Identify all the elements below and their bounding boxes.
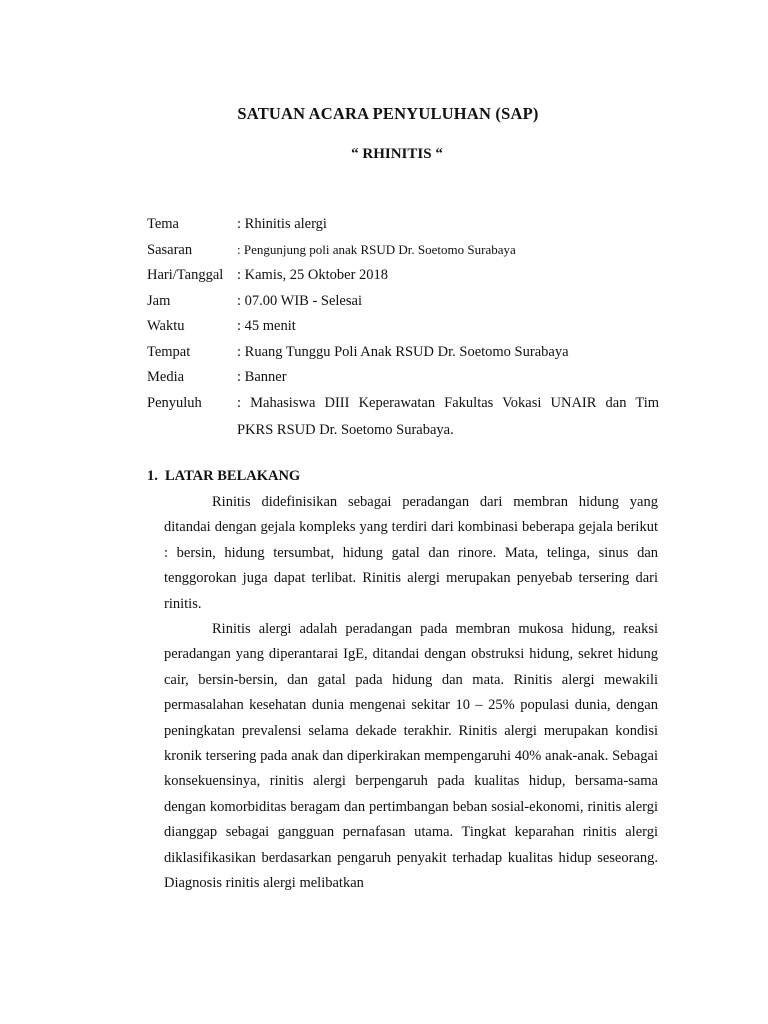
info-label: Tema [147,216,179,232]
info-value: : 07.00 WIB - Selesai [237,292,362,309]
info-row-jam [147,291,659,317]
info-value: : 45 menit [237,318,296,334]
info-row-sasaran [147,240,659,266]
info-value: : Ruang Tunggu Poli Anak RSUD Dr. Soetomo Surabaya [237,343,569,360]
info-label: Media [147,369,185,385]
info-label: Tempat [147,343,191,360]
info-row-hari-tanggal [147,265,659,291]
document-subtitle: “ RHINITIS “ [351,146,443,162]
info-table [147,214,659,438]
section-number: 1. [147,468,158,484]
info-row-tempat [147,342,659,368]
info-label: Waktu [147,318,185,334]
section-heading [147,468,300,485]
info-value: : Mahasiswa DIII Keperawatan Fakultas Vokasi UNAIR dan Tim [237,394,659,411]
info-label: Jam [147,292,171,309]
section-title: LATAR BELAKANG [165,468,301,484]
info-row-waktu [147,316,659,342]
info-row-media [147,367,659,393]
info-value: : Pengunjung poli anak RSUD Dr. Soetomo Surabaya [237,241,516,257]
info-label: Hari/Tanggal [147,267,224,283]
info-value: : Kamis, 25 Oktober 2018 [237,267,389,283]
info-value-continuation: PKRS RSUD Dr. Soetomo Surabaya. [237,421,454,438]
info-label: Sasaran [147,241,193,258]
paragraph: Rinitis didefinisikan sebagai peradangan dari membran hidung yang ditandai dengan gejala kompleks yang terdiri dari kombinasi beberapa gejala berikut : bersin, hidung tersumbat, hidung gatal dan rinore. Mata, telinga, sinus dan tenggorokan juga dapat terlibat. Rinitis alergi merupakan penyebab tersering dari rinitis. [164,494,658,612]
info-value: : Banner [237,369,287,385]
info-row-penyuluh [147,393,659,438]
info-value: : Rhinitis alergi [237,216,327,232]
paragraph: Rinitis alergi adalah peradangan pada membran mukosa hidung, reaksi peradangan yang diperantarai IgE, ditandai dengan obstruksi hidung, sekret hidung cair, bersin-bersin, dan gatal pada hidung dan mata. Rinitis alergi mewakili permasalahan kesehatan dunia mengenai sekitar 10 – 25% populasi dunia, dengan peningkatan prevalensi selama dekade terakhir. Rinitis alergi merupakan kondisi kronik tersering pada anak dan diperkirakan mempengaruhi 40% anak-anak. Sebagai konsekuensinya, rinitis alergi berpengaruh pada kualitas hidup, bersama-sama dengan komorbiditas beragam dan pertimbangan beban sosial-ekonomi, rinitis alergi dianggap sebagai gangguan pernafasan utama. Tingkat keparahan rinitis alergi diklasifikasikan berdasarkan pengaruh penyakit terhadap kualitas hidup seseorang. Diagnosis rinitis alergi melibatkan [164,621,658,892]
section-body [164,490,658,897]
info-label: Penyuluh [147,394,202,411]
document-title: SATUAN ACARA PENYULUHAN (SAP) [237,104,539,123]
info-row-tema [147,214,659,240]
